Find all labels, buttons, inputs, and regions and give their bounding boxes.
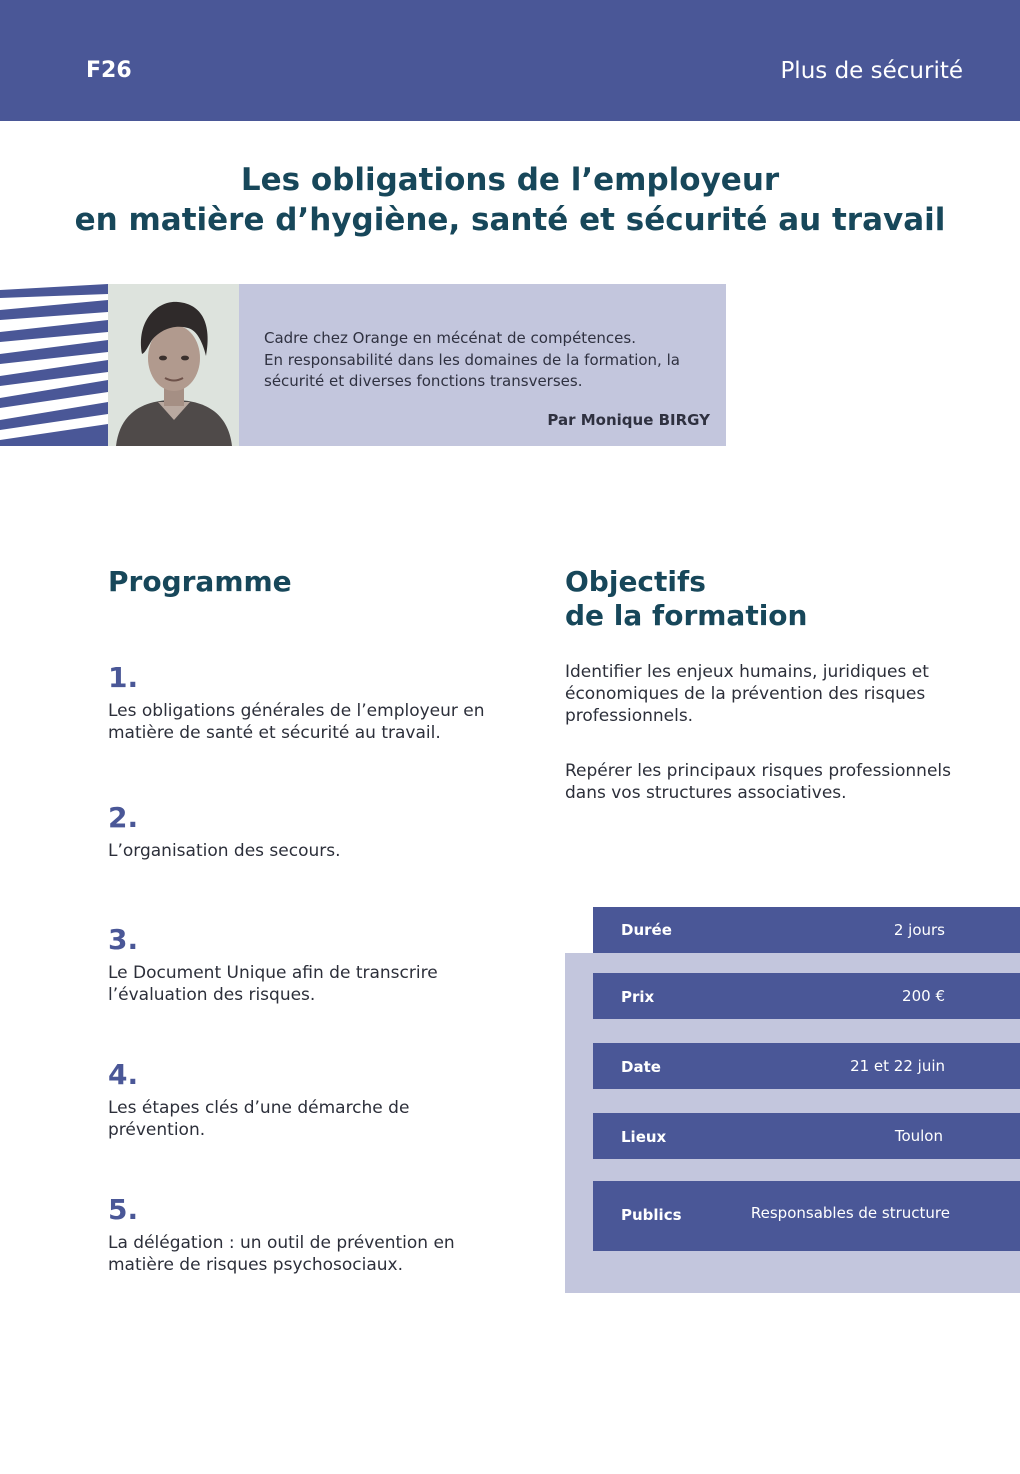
- category-label: Plus de sécurité: [780, 58, 963, 84]
- page-header: [0, 0, 1020, 121]
- info-label: Publics: [621, 1206, 682, 1224]
- author-bio: [264, 328, 714, 393]
- info-value: Responsables de structure: [750, 1204, 950, 1222]
- author-bio-line: En responsabilité dans les domaines de la formation, la: [264, 350, 680, 369]
- info-label: Date: [621, 1058, 661, 1076]
- objectifs-heading-line-2: de la formation: [565, 599, 808, 632]
- programme-item: [108, 1194, 508, 1276]
- info-label: Durée: [621, 921, 672, 939]
- programme-item: [108, 802, 508, 862]
- info-value: 21 et 22 juin: [850, 1057, 945, 1075]
- title-line-1: Les obligations de l’employeur: [240, 162, 780, 198]
- programme-item-number: 2.: [108, 801, 139, 834]
- objectifs-heading-line-1: Objectifs: [565, 565, 706, 598]
- info-row-prix: [593, 973, 1020, 1019]
- author-bio-line: Cadre chez Orange en mécénat de compétences.: [264, 329, 636, 347]
- info-label: Prix: [621, 988, 655, 1006]
- programme-item-number: 3.: [108, 923, 139, 956]
- info-value: Toulon: [894, 1127, 943, 1145]
- author-bio-line: sécurité et diverses fonctions transverses.: [264, 372, 583, 390]
- title-line-2: en matière d’hygiène, santé et sécurité au travail: [74, 202, 946, 238]
- programme-item-number: 1.: [108, 661, 139, 694]
- objectif-paragraph: Identifier les enjeux humains, juridiques et économiques de la prévention des risques professionnels.: [565, 662, 929, 726]
- info-row-duree: [593, 907, 1020, 953]
- programme-item: [108, 1059, 508, 1141]
- decorative-stripes: [0, 284, 108, 446]
- objectifs-heading: [565, 565, 807, 633]
- author-signature: Par Monique BIRGY: [547, 411, 710, 429]
- programme-item: [108, 924, 508, 1006]
- objectif-paragraph: Repérer les principaux risques professionnels dans vos structures associatives.: [565, 761, 951, 803]
- course-code: F26: [86, 58, 132, 83]
- programme-item-text: Le Document Unique afin de transcrire l’évaluation des risques.: [108, 963, 438, 1005]
- programme-item-text: La délégation : un outil de prévention en matière de risques psychosociaux.: [108, 1233, 455, 1275]
- page-title: [0, 160, 1020, 240]
- programme-heading: Programme: [108, 565, 292, 598]
- info-row-lieux: [593, 1113, 1020, 1159]
- author-portrait: [108, 284, 239, 446]
- info-row-date: [593, 1043, 1020, 1089]
- programme-item-number: 4.: [108, 1058, 139, 1091]
- info-label: Lieux: [621, 1128, 667, 1146]
- info-row-publics: [593, 1181, 1020, 1251]
- programme-item-text: Les obligations générales de l’employeur en matière de santé et sécurité au travail.: [108, 701, 485, 743]
- programme-item: [108, 662, 508, 744]
- programme-item-text: L’organisation des secours.: [108, 841, 341, 861]
- programme-item-text: Les étapes clés d’une démarche de prévention.: [108, 1098, 410, 1140]
- info-value: 200 €: [902, 987, 945, 1005]
- author-box: [239, 284, 726, 446]
- programme-item-number: 5.: [108, 1193, 139, 1226]
- portrait-image: [108, 284, 239, 446]
- info-value: 2 jours: [893, 921, 945, 939]
